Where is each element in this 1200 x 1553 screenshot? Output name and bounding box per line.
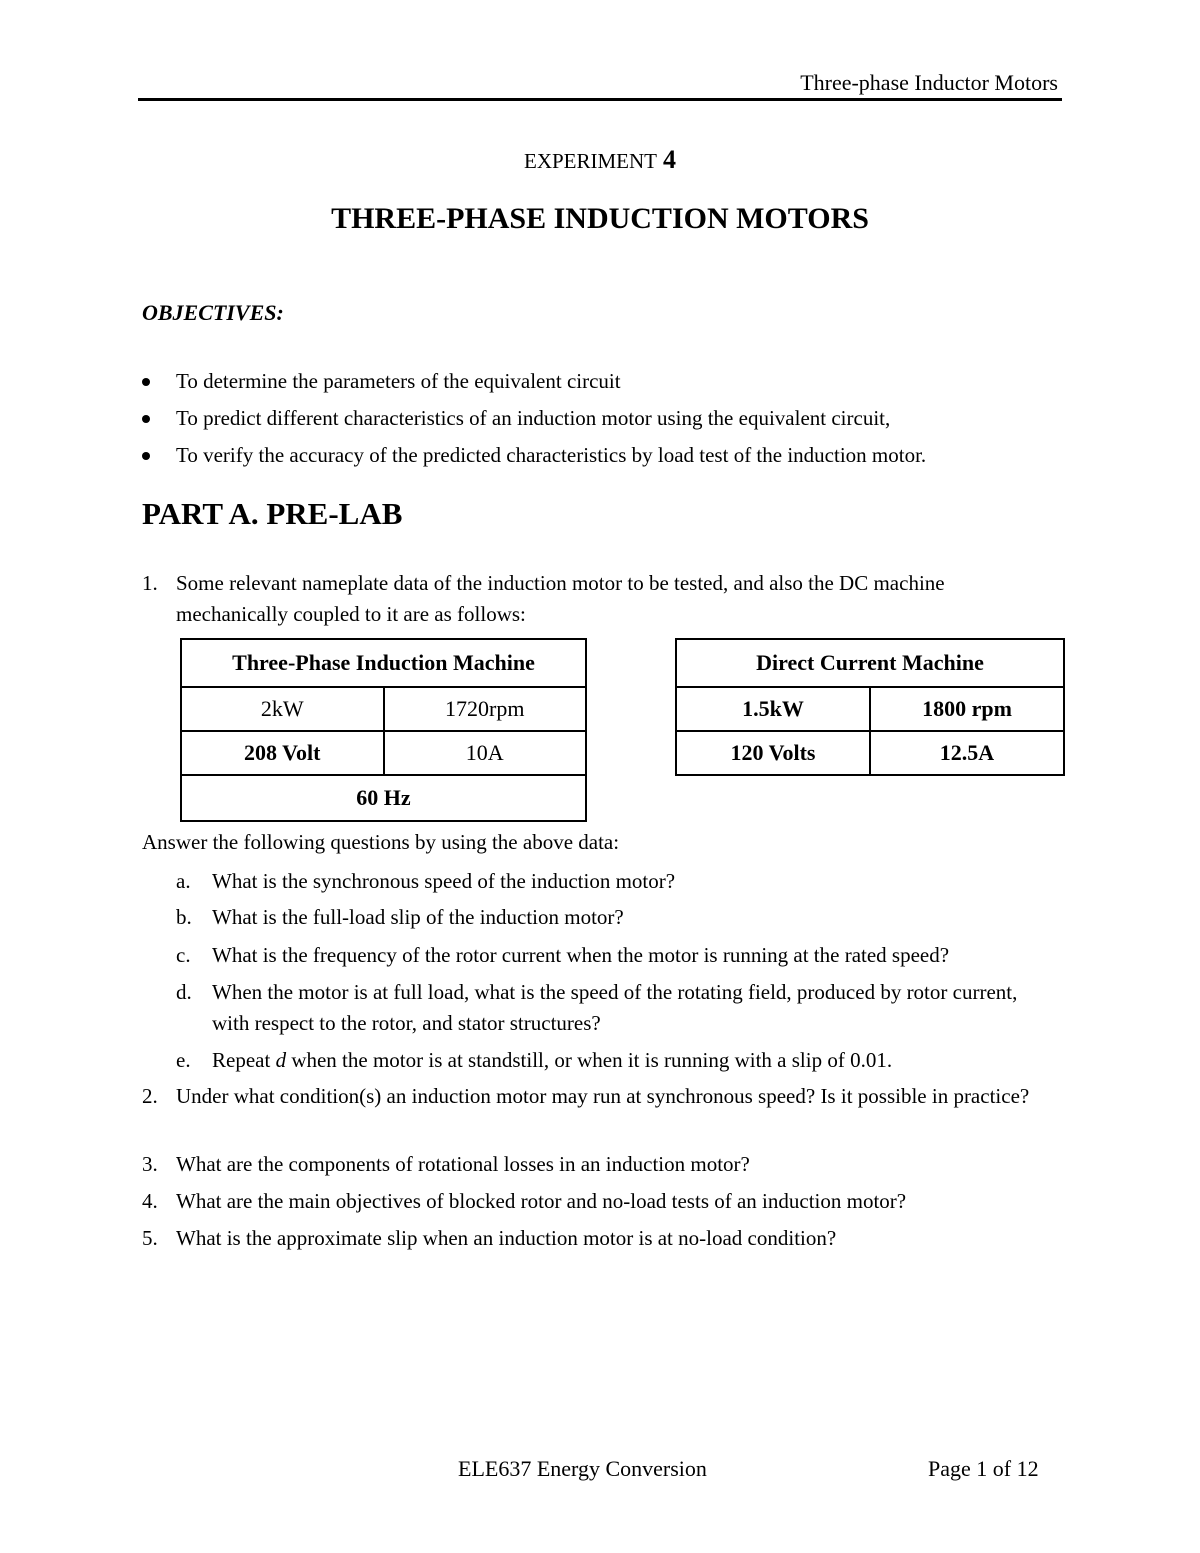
- sub-question-c: [176, 940, 1056, 971]
- sub-question-label: c.: [176, 943, 191, 967]
- question-1: [142, 568, 1052, 630]
- question-text: Some relevant nameplate data of the induction motor to be tested, and also the DC machine mechanically coupled to it are as follows:: [176, 571, 945, 626]
- sub-question-text: What is the full-load slip of the induction motor?: [212, 905, 624, 929]
- question-text: What are the components of rotational losses in an induction motor?: [176, 1152, 750, 1176]
- bullet-icon: [142, 452, 150, 460]
- sub-question-text: When the motor is at full load, what is the speed of the rotating field, produced by rotor current, with respect to the rotor, and stator structures?: [212, 980, 1018, 1035]
- running-header: Three-phase Inductor Motors: [800, 70, 1058, 95]
- induction-frequency: 60 Hz: [181, 775, 586, 821]
- bullet-icon: [142, 415, 150, 423]
- experiment-word: EXPERIMENT: [524, 149, 657, 173]
- sub-question-text-before: Repeat: [212, 1048, 276, 1072]
- induction-power: 2kW: [181, 687, 384, 731]
- question-number: 1.: [142, 571, 158, 595]
- induction-current: 10A: [384, 731, 587, 775]
- objectives-list: [142, 366, 926, 477]
- sub-question-text: What is the frequency of the rotor current when the motor is running at the rated speed?: [212, 943, 950, 967]
- experiment-label: [0, 145, 1200, 175]
- sub-question-reference: d: [275, 1048, 287, 1072]
- sub-question-label: e.: [176, 1048, 191, 1072]
- list-item: [142, 366, 926, 403]
- induction-table-title: Three-Phase Induction Machine: [181, 639, 586, 687]
- question-number: 4.: [142, 1189, 158, 1213]
- question-4: [142, 1186, 1052, 1217]
- question-number: 3.: [142, 1152, 158, 1176]
- sub-question-d: [176, 977, 1056, 1039]
- sub-question-label: b.: [176, 905, 192, 929]
- sub-question-e: [176, 1045, 1056, 1076]
- sub-question-b: [176, 902, 1056, 933]
- question-text: What are the main objectives of blocked rotor and no-load tests of an induction motor?: [176, 1189, 907, 1213]
- dc-table-title: Direct Current Machine: [676, 639, 1064, 687]
- footer-page-number: Page 1 of 12: [928, 1456, 1039, 1481]
- page-title: THREE-PHASE INDUCTION MOTORS: [331, 202, 869, 235]
- question-text: What is the approximate slip when an induction motor is at no-load condition?: [176, 1226, 837, 1250]
- sub-question-a: [176, 866, 1056, 897]
- dc-machine-table: [675, 638, 1065, 776]
- induction-voltage: 208 Volt: [181, 731, 384, 775]
- dc-current: 12.5A: [870, 731, 1064, 775]
- induction-speed: 1720rpm: [384, 687, 587, 731]
- question-number: 5.: [142, 1226, 158, 1250]
- question-number: 2.: [142, 1084, 158, 1108]
- questions-intro: Answer the following questions by using the above data:: [142, 830, 620, 854]
- sub-question-text: [212, 1045, 1056, 1076]
- part-a-heading: PART A. PRE-LAB: [142, 496, 403, 531]
- sub-question-text: What is the synchronous speed of the induction motor?: [212, 869, 676, 893]
- objective-text: To determine the parameters of the equivalent circuit: [176, 369, 621, 393]
- objectives-heading: OBJECTIVES:: [142, 300, 284, 325]
- bullet-icon: [142, 378, 150, 386]
- objective-text: To predict different characteristics of an induction motor using the equivalent circuit,: [176, 406, 891, 430]
- sub-question-label: d.: [176, 980, 192, 1004]
- dc-power: 1.5kW: [676, 687, 870, 731]
- list-item: [142, 403, 926, 440]
- question-2: [142, 1081, 1052, 1112]
- dc-speed: 1800 rpm: [870, 687, 1064, 731]
- experiment-number: 4: [663, 145, 676, 174]
- question-text: Under what condition(s) an induction motor may run at synchronous speed? Is it possible in practice?: [176, 1084, 1030, 1108]
- sub-question-text-after: when the motor is at standstill, or when it is running with a slip of 0.01.: [286, 1048, 893, 1072]
- footer-course: ELE637 Energy Conversion: [458, 1456, 707, 1481]
- sub-question-label: a.: [176, 869, 191, 893]
- question-3: [142, 1149, 1052, 1180]
- question-5: [142, 1223, 1052, 1254]
- list-item: [142, 440, 926, 477]
- dc-voltage: 120 Volts: [676, 731, 870, 775]
- header-rule: [138, 98, 1062, 101]
- induction-machine-table: [180, 638, 587, 822]
- objective-text: To verify the accuracy of the predicted characteristics by load test of the induction motor.: [176, 443, 927, 467]
